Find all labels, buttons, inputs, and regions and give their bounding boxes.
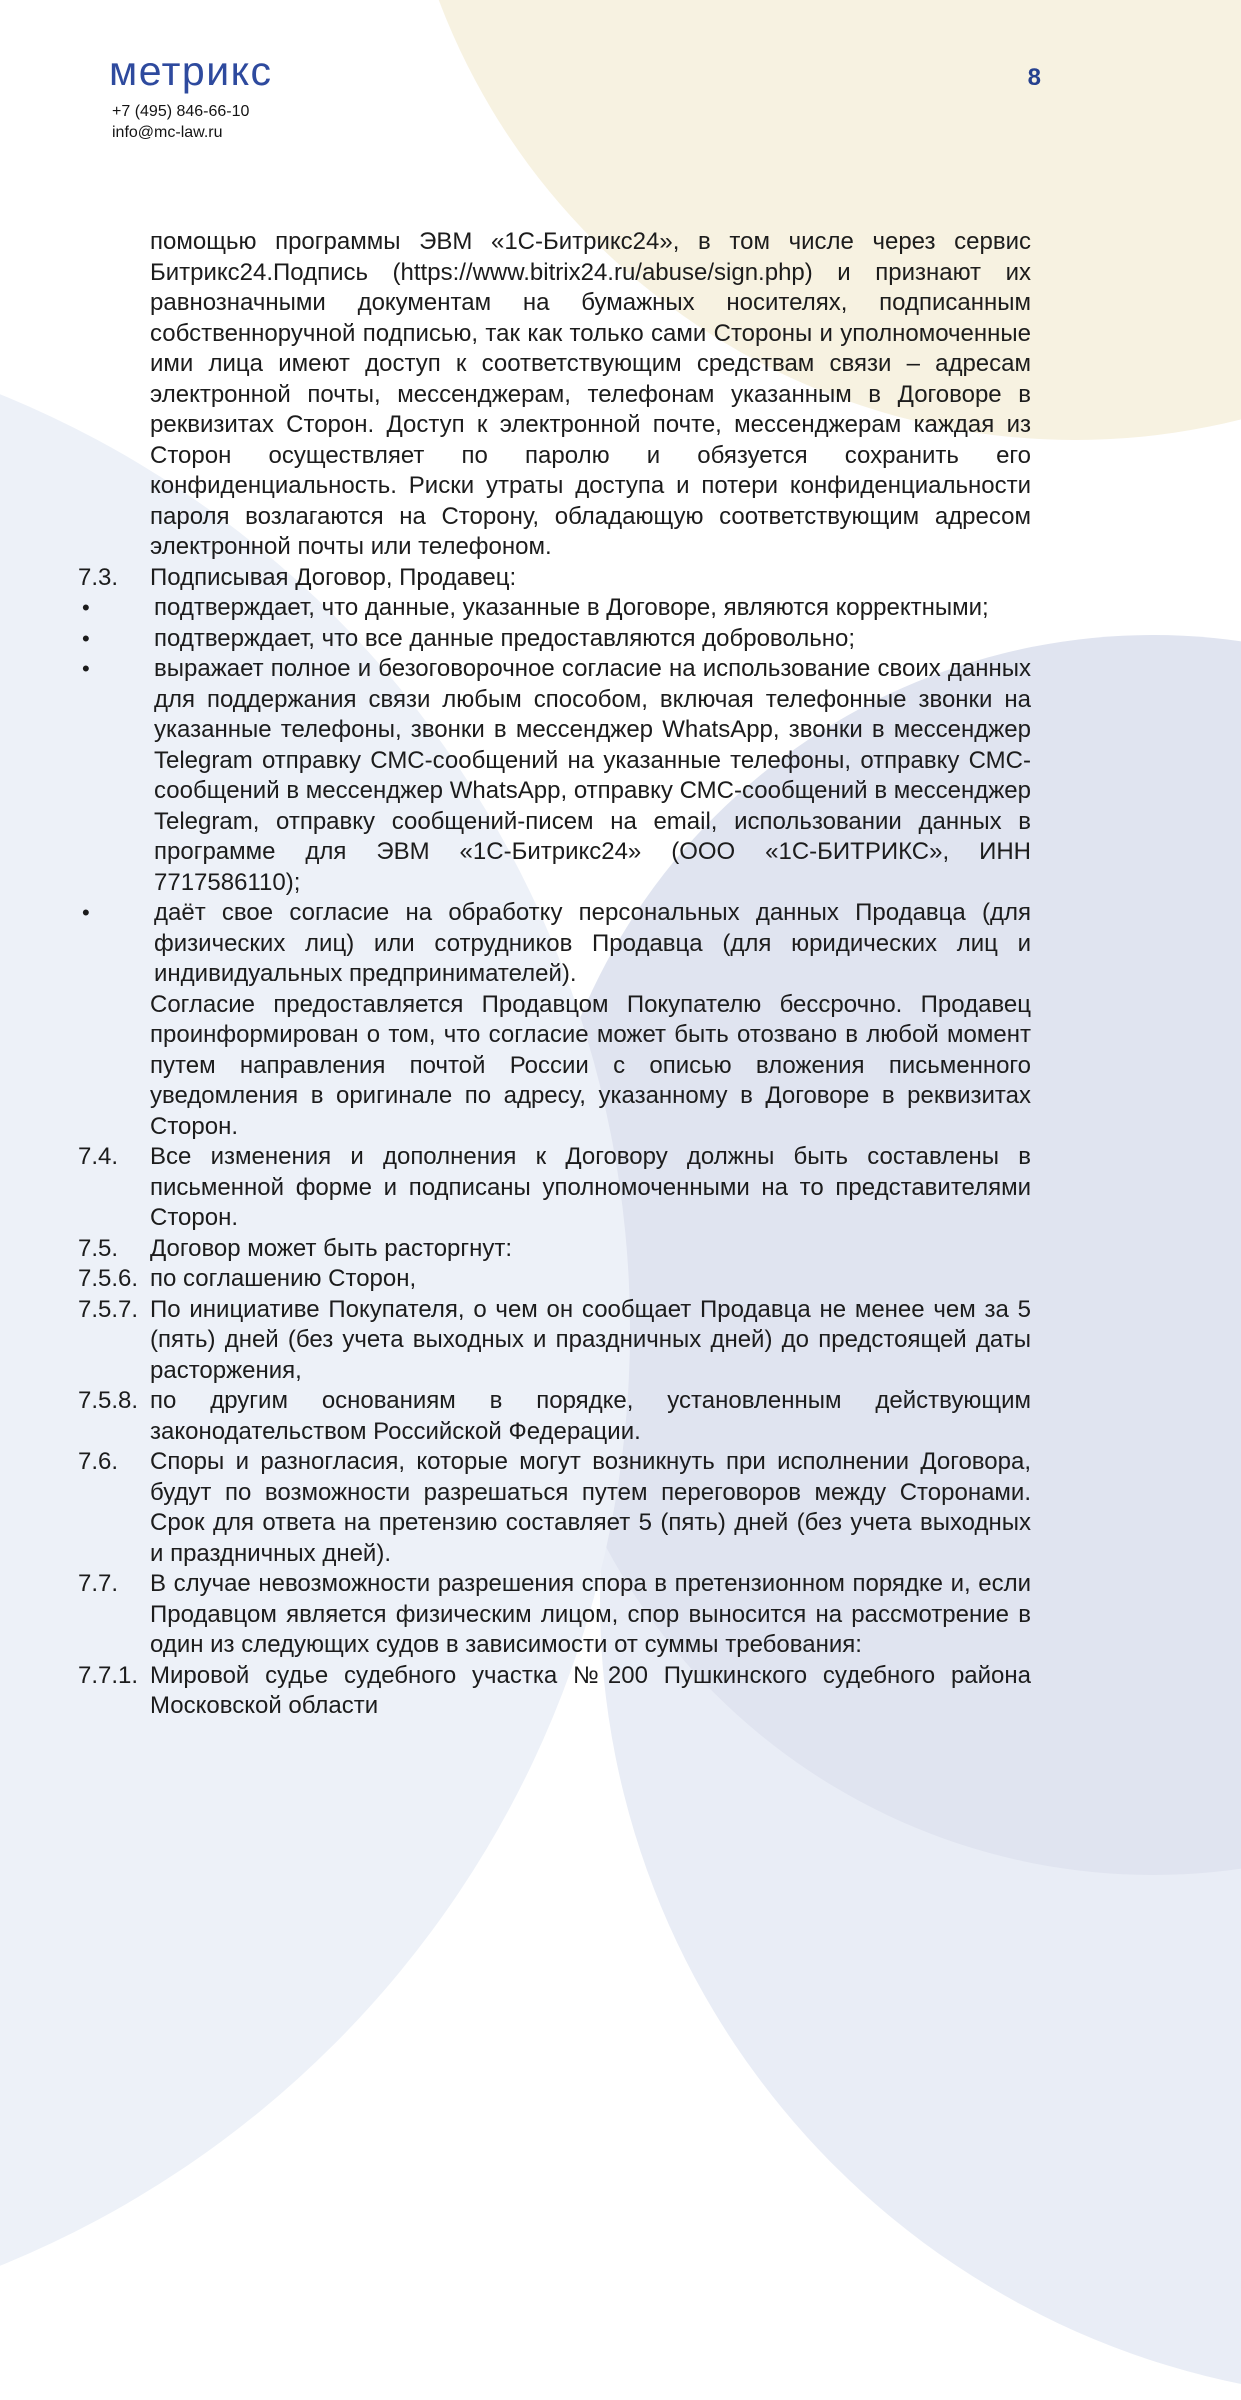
list-item	[78, 1295, 1031, 1387]
list-item-marker: 7.5.	[78, 1234, 119, 1262]
list-item-marker: 7.4.	[78, 1143, 119, 1170]
contact-block	[112, 101, 249, 143]
list-item-marker: •	[82, 625, 90, 651]
list-item-marker: •	[82, 595, 90, 620]
list-item-text: подтверждает, что данные, указанные в Договоре, являются корректными;	[154, 594, 989, 621]
contact-phone: +7 (495) 846-66-10	[112, 103, 250, 120]
list-item	[78, 1264, 1031, 1295]
list-item-marker: •	[82, 900, 90, 925]
page-number: 8	[1027, 64, 1041, 91]
list-item-text: по соглашению Сторон,	[150, 1265, 417, 1292]
list-item-text: подтверждает, что все данные предоставляются добровольно;	[154, 624, 855, 652]
list-item-marker: 7.7.1.	[78, 1661, 139, 1689]
list-item-text: По инициативе Покупателя, о чем он сообщает Продавца не менее чем за 5 (пять) дней (без учета выходных и праздничных дней) до предстоящей даты расторжения,	[150, 1295, 1031, 1384]
list-item-marker: 7.6.	[78, 1448, 119, 1475]
list-item-marker: 7.3.	[78, 563, 119, 591]
list-item	[78, 1661, 1031, 1722]
list-item	[78, 593, 1031, 624]
list-item-text: В случае невозможности разрешения спора в претензионном порядке и, если Продавцом является физическим лицом, спор выносится на рассмотрение в один из следующих судов в зависимости от суммы требования:	[150, 1570, 1031, 1658]
list-item-text: по другим основаниям в порядке, установленным действующим законодательством Российской Федерации.	[150, 1387, 1031, 1445]
list-item-text: Споры и разногласия, которые могут возникнуть при исполнении Договора, будут по возможности разрешаться путем переговоров между Сторонами. Срок для ответа на претензию составляет 5 (пять) дней (без учета выходных и праздничных дней).	[150, 1448, 1031, 1567]
list-item	[78, 1569, 1031, 1661]
list-item-marker: 7.5.6.	[78, 1265, 139, 1292]
list-item-text: помощью программы ЭВМ «1С-Битрикс24», в том числе через сервис Битрикс24.Подпись (https://www.bitrix24.ru/abuse/sign.php) и признают их равнозначными документам на бумажных носителях, подписанным собственноручной подписью, так как только сами Стороны и уполномоченные ими лица имеют доступ к соответствующим средствам связи – адресам электронной почты, мессенджерам, телефонам указанным в Договоре в реквизитах Сторон. Доступ к электронной почте, мессенджерам каждая из Сторон осуществляет по паролю и обязуется сохранить его конфиденциальность. Риски утраты доступа и потери конфиденциальности пароля возлагаются на Сторону, обладающую соответствующим адресом электронной почты или телефоном.	[150, 228, 1031, 560]
list-item-text: выражает полное и безоговорочное согласие на использование своих данных для поддержания связи любым способом, включая телефонные звонки на указанные телефоны, звонки в мессенджер WhatsApp, звонки в мессенджер Telegram отправку СМС-сообщений на указанные телефоны, отправку СМС-сообщений в мессенджер WhatsApp, отправку СМС-сообщений в мессенджер Telegram, отправку сообщений-писем на email, использовании данных в программе для ЭВМ «1С-Битрикс24» (ООО «1С-БИТРИКС», ИНН 7717586110);	[154, 655, 1031, 896]
list-item	[78, 990, 1031, 1143]
list-item-text: Подписывая Договор, Продавец:	[150, 563, 517, 591]
contact-email: info@mc-law.ru	[112, 124, 223, 141]
list-item	[78, 1142, 1031, 1234]
list-item	[78, 624, 1031, 655]
list-item	[78, 1386, 1031, 1447]
document-body	[78, 227, 1031, 1722]
list-item-marker: 7.5.8.	[78, 1387, 139, 1414]
list-item-marker: 7.5.7.	[78, 1295, 139, 1323]
company-logo: метрикс	[109, 48, 273, 94]
list-item	[78, 898, 1031, 990]
list-item-marker: •	[82, 656, 90, 681]
list-item	[78, 1234, 1031, 1265]
list-item	[78, 227, 1031, 563]
list-item-text: Все изменения и дополнения к Договору должны быть составлены в письменной форме и подписаны уполномоченными на то представителями Сторон.	[150, 1143, 1031, 1231]
list-item-text: Согласие предоставляется Продавцом Покупателю бессрочно. Продавец проинформирован о том, что согласие может быть отозвано в любой момент путем направления почтой России с описью вложения письменного уведомления в оригинале по адресу, указанному в Договоре в реквизитах Сторон.	[150, 990, 1031, 1140]
list-item-marker: 7.7.	[78, 1570, 119, 1597]
list-item-text: Мировой судье судебного участка №200 Пушкинского судебного района Московской области	[150, 1661, 1031, 1719]
list-item-text: Договор может быть расторгнут:	[150, 1234, 513, 1262]
list-item	[78, 1447, 1031, 1569]
list-item-text: даёт свое согласие на обработку персональных данных Продавца (для физических лиц) или сотрудников Продавца (для юридических лиц и индивидуальных предпринимателей).	[154, 899, 1031, 987]
list-item	[78, 563, 1031, 594]
list-item	[78, 654, 1031, 898]
